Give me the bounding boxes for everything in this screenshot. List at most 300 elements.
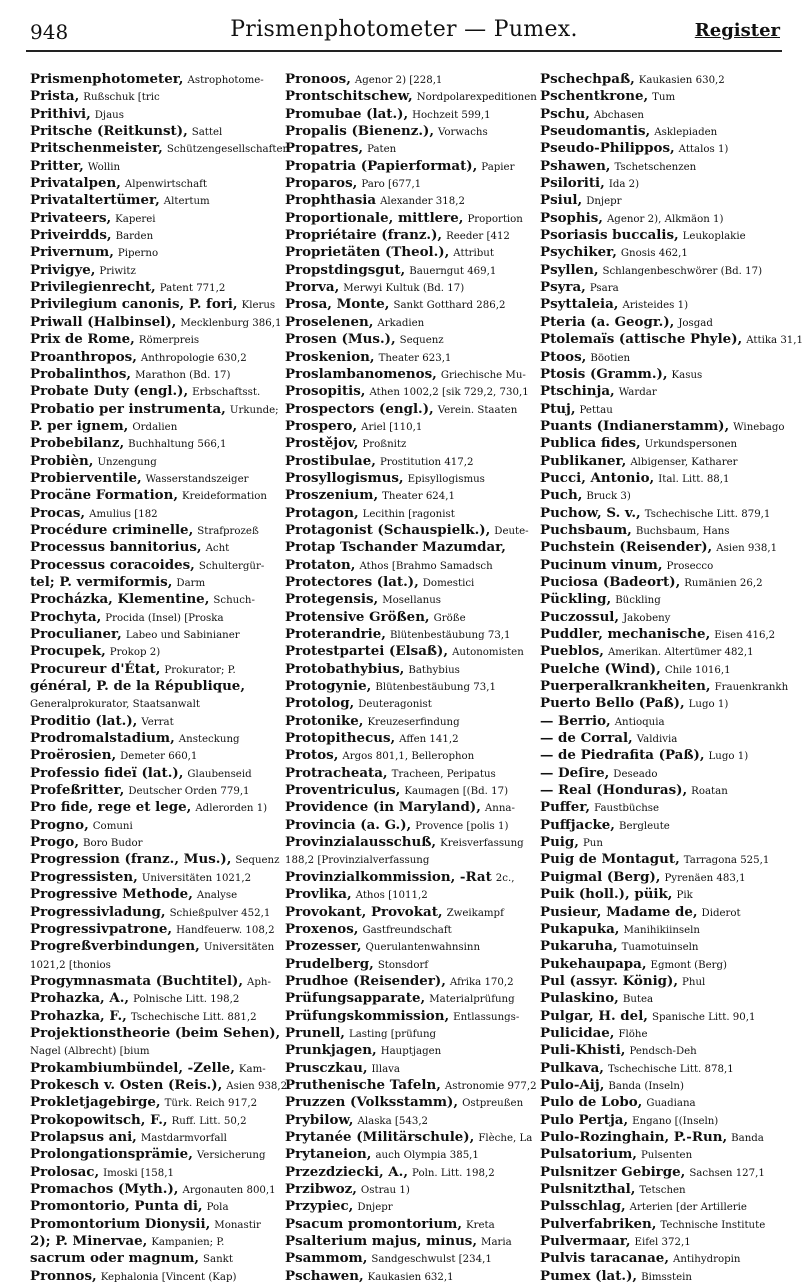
entry-headword: Puerto Bello (Paß), bbox=[540, 695, 685, 712]
index-entry bbox=[30, 174, 279, 191]
index-entry bbox=[540, 313, 789, 330]
entry-reference: Gastfreundschaft bbox=[362, 924, 452, 936]
entry-reference: Adlerorden 1) bbox=[195, 803, 268, 815]
entry-headword: Prohazka, F., bbox=[30, 1007, 127, 1024]
entry-headword: Pulvis taracanae, bbox=[540, 1250, 669, 1267]
entry-reference: Provence [polis 1) bbox=[415, 820, 509, 832]
index-entry bbox=[285, 850, 534, 867]
entry-reference: Pyrenäen 483,1 bbox=[664, 872, 746, 884]
entry-reference: Türk. Reich 917,2 bbox=[164, 1098, 258, 1110]
index-entry bbox=[540, 903, 789, 920]
running-title: Prismenphotometer — Pumex. bbox=[230, 17, 578, 42]
entry-reference: Afrika 170,2 bbox=[449, 976, 514, 988]
index-entry bbox=[285, 608, 534, 625]
entry-headword: Prodromalstadium, bbox=[30, 730, 175, 747]
entry-reference: Versicherung bbox=[196, 1150, 266, 1162]
index-entry bbox=[540, 660, 789, 677]
entry-headword: Proanthropos, bbox=[30, 348, 137, 365]
index-entry bbox=[285, 955, 534, 972]
entry-headword: Prithivi, bbox=[30, 105, 91, 122]
entry-headword: Ptoos, bbox=[540, 348, 587, 365]
entry-reference: Kasus bbox=[671, 369, 703, 381]
index-entry bbox=[30, 226, 279, 243]
index-entry bbox=[30, 642, 279, 659]
index-entry bbox=[285, 313, 534, 330]
entry-headword: Providence (in Maryland), bbox=[285, 799, 481, 816]
entry-reference: Domestici bbox=[422, 577, 475, 589]
index-entry bbox=[30, 70, 279, 87]
entry-headword: Prolongationsprämie, bbox=[30, 1146, 193, 1163]
index-entry bbox=[30, 608, 279, 625]
index-entry bbox=[540, 885, 789, 902]
index-entry bbox=[30, 1145, 279, 1162]
entry-reference: Pik bbox=[676, 890, 693, 902]
entry-reference: Tschechische Litt. 881,2 bbox=[130, 1011, 257, 1023]
entry-headword: Probebilanz, bbox=[30, 435, 125, 452]
index-entry bbox=[30, 382, 279, 399]
index-entry bbox=[540, 382, 789, 399]
index-entry bbox=[540, 209, 789, 226]
entry-reference: Abchasen bbox=[593, 109, 644, 121]
entry-headword: Processus coracoides, bbox=[30, 556, 195, 573]
index-entry bbox=[540, 729, 789, 746]
entry-headword: Prix de Rome, bbox=[30, 331, 135, 348]
index-entry bbox=[30, 1041, 279, 1058]
entry-reference: Maria bbox=[481, 1237, 512, 1249]
entry-headword: Proportionale, mittlere, bbox=[285, 209, 464, 226]
entry-reference: Argonauten 800,1 bbox=[182, 1185, 276, 1196]
index-entry bbox=[540, 781, 789, 798]
index-entry bbox=[285, 417, 534, 434]
index-entry bbox=[285, 209, 534, 226]
entry-reference: Bathybius bbox=[408, 664, 460, 676]
entry-reference: Sankt Gotthard 286,2 bbox=[393, 300, 506, 312]
index-entry bbox=[30, 105, 279, 122]
entry-reference: Rußschuk [tric bbox=[83, 92, 160, 104]
entry-reference: Mosellanus bbox=[382, 595, 441, 607]
index-entry bbox=[285, 469, 534, 486]
index-entry bbox=[285, 486, 534, 503]
entry-reference: 2c., bbox=[495, 872, 515, 884]
index-entry bbox=[30, 816, 279, 833]
index-entry bbox=[285, 261, 534, 278]
index-entry bbox=[540, 226, 789, 243]
entry-reference: Erbschaftsst. bbox=[192, 387, 261, 399]
entry-headword: Progression (franz., Mus.), bbox=[30, 851, 232, 868]
entry-reference: Verrat bbox=[141, 716, 174, 728]
index-entry bbox=[540, 1076, 789, 1093]
entry-reference: Handfeuerw. 108,2 bbox=[176, 924, 275, 936]
index-entry bbox=[285, 400, 534, 417]
entry-headword: Psoriasis buccalis, bbox=[540, 227, 679, 244]
index-entry bbox=[30, 469, 279, 486]
entry-reference: Merwyi Kultuk (Bd. 17) bbox=[343, 283, 465, 295]
index-entry bbox=[285, 1197, 534, 1214]
entry-headword: Psiloriti, bbox=[540, 175, 605, 192]
entry-headword: Proventriculus, bbox=[285, 782, 401, 799]
index-entry bbox=[30, 1128, 279, 1145]
entry-headword: Pronnos, bbox=[30, 1267, 97, 1284]
entry-reference: Kam- bbox=[238, 1063, 266, 1075]
index-entry bbox=[285, 972, 534, 989]
index-entry bbox=[285, 87, 537, 105]
entry-headword: Prophthasia bbox=[285, 192, 377, 209]
entry-reference: Aph- bbox=[247, 976, 271, 988]
entry-headword: Puddler, mechanische, bbox=[540, 626, 711, 642]
entry-reference: Klerus bbox=[241, 300, 276, 312]
index-entry bbox=[285, 243, 534, 260]
entry-reference: Kreideformation bbox=[182, 491, 267, 503]
entry-reference: Pola bbox=[206, 1202, 229, 1214]
entry-headword: Progreßverbindungen, bbox=[30, 938, 200, 955]
index-entry bbox=[540, 330, 803, 348]
index-entry bbox=[30, 1163, 279, 1180]
entry-headword: Prüfungsapparate, bbox=[285, 990, 426, 1007]
entry-reference: Tarragona 525,1 bbox=[683, 855, 770, 867]
index-entry bbox=[285, 191, 534, 208]
entry-reference: Deseado bbox=[613, 768, 658, 780]
entry-headword: Prudhoe (Reisender), bbox=[285, 972, 446, 989]
entry-reference: Alaska [543,2 bbox=[357, 1115, 429, 1127]
entry-headword: Prochyta, bbox=[30, 608, 102, 625]
entry-reference: Dnjepr bbox=[586, 196, 622, 208]
entry-reference: Agenor 2) [228,1 bbox=[354, 75, 443, 86]
entry-reference: Prokurator; P. bbox=[164, 664, 236, 676]
index-entry bbox=[30, 504, 279, 521]
entry-reference: Phul bbox=[682, 976, 706, 988]
index-entry bbox=[30, 1059, 279, 1076]
index-entry bbox=[30, 729, 279, 746]
index-entry bbox=[30, 764, 279, 781]
entry-reference: Römerpreis bbox=[138, 335, 200, 347]
entry-headword: Pulaskino, bbox=[540, 990, 619, 1007]
index-entry bbox=[285, 278, 534, 295]
index-entry bbox=[30, 278, 279, 295]
entry-headword: Probalinthos, bbox=[30, 365, 132, 382]
index-entry bbox=[285, 1163, 534, 1180]
entry-headword: Przezdziecki, A., bbox=[285, 1163, 408, 1180]
entry-headword: Promontorium Dionysii, bbox=[30, 1215, 211, 1232]
entry-reference: Bückling bbox=[615, 595, 661, 607]
entry-headword: Pulo-Rozinghain, P.-Run, bbox=[540, 1128, 728, 1145]
entry-reference: Flöhe bbox=[618, 1028, 648, 1040]
entry-reference: Hauptjagen bbox=[380, 1046, 442, 1058]
index-entry bbox=[30, 972, 279, 989]
index-entry bbox=[285, 1093, 534, 1110]
entry-headword: Provinzialausschuß, bbox=[285, 834, 437, 851]
index-entry bbox=[30, 625, 279, 642]
index-column-2 bbox=[285, 70, 537, 1284]
entry-headword: Pückling, bbox=[540, 591, 612, 608]
index-entry bbox=[540, 1267, 789, 1284]
index-entry bbox=[540, 955, 789, 972]
entry-reference: Pendsch-Deh bbox=[629, 1046, 697, 1058]
index-entry bbox=[30, 365, 279, 382]
entry-reference: Wasserstandszeiger bbox=[145, 473, 249, 485]
entry-reference: Reeder [412 bbox=[446, 231, 510, 243]
index-entry bbox=[540, 174, 789, 191]
entry-reference: Astronomie 977,2 bbox=[444, 1080, 537, 1092]
entry-reference: Theater 624,1 bbox=[382, 491, 455, 503]
entry-reference: Amulius [182 bbox=[89, 508, 158, 520]
index-entry bbox=[285, 1145, 534, 1162]
index-entry bbox=[30, 348, 279, 365]
entry-reference: Unzengung bbox=[97, 456, 157, 468]
index-entry bbox=[30, 139, 290, 157]
entry-reference: Prokop 2) bbox=[109, 647, 161, 659]
index-entry bbox=[30, 1007, 279, 1024]
index-entry bbox=[285, 885, 534, 902]
entry-reference: Tetschen bbox=[639, 1185, 686, 1196]
index-entry bbox=[30, 781, 279, 798]
index-entry bbox=[30, 87, 279, 104]
entry-headword: Puerperalkrankheiten, bbox=[540, 678, 711, 695]
entry-headword: Pseudomantis, bbox=[540, 123, 651, 140]
entry-headword: Proditio (lat.), bbox=[30, 712, 138, 729]
entry-headword: Profeßritter, bbox=[30, 782, 125, 799]
entry-reference: Tschechische Litt. 878,1 bbox=[607, 1063, 734, 1075]
entry-headword: Prüfungskommission, bbox=[285, 1007, 450, 1024]
entry-headword: Prozesser, bbox=[285, 938, 362, 955]
entry-reference: Hochzeit 599,1 bbox=[412, 109, 491, 121]
entry-reference: Butea bbox=[622, 994, 654, 1006]
index-entry bbox=[540, 937, 789, 954]
entry-reference: Glaubenseid bbox=[187, 768, 252, 780]
index-entry bbox=[540, 157, 789, 174]
index-entry bbox=[30, 885, 279, 902]
entry-reference: Schuch- bbox=[213, 595, 255, 607]
entry-headword: Puchow, S. v., bbox=[540, 504, 641, 521]
entry-reference: Proßnitz bbox=[362, 439, 407, 451]
entry-headword: Puchstein (Reisender), bbox=[540, 539, 713, 556]
index-entry bbox=[30, 677, 279, 694]
entry-headword: Psychiker, bbox=[540, 244, 617, 261]
index-entry bbox=[540, 1197, 789, 1214]
index-entry bbox=[30, 434, 279, 451]
entry-reference: Altertum bbox=[163, 196, 210, 208]
entry-headword: Probate Duty (engl.), bbox=[30, 383, 189, 400]
index-entry bbox=[285, 105, 534, 122]
entry-reference: Athos [1011,2 bbox=[355, 890, 428, 902]
entry-reference: Prostitution 417,2 bbox=[379, 456, 474, 468]
entry-headword: Pucinum vinum, bbox=[540, 556, 663, 573]
index-entry bbox=[285, 920, 534, 937]
index-entry bbox=[285, 642, 534, 659]
entry-headword: Pschawen, bbox=[285, 1267, 364, 1284]
index-entry bbox=[540, 1163, 789, 1180]
entry-reference: Zweikampf bbox=[446, 907, 504, 919]
entry-headword: Privernum, bbox=[30, 244, 114, 261]
entry-headword: Prostějov, bbox=[285, 435, 359, 452]
entry-reference: Acht bbox=[205, 543, 230, 555]
entry-reference: Bergleute bbox=[618, 820, 670, 832]
entry-reference: 188,2 [Provinzialverfassung bbox=[285, 855, 430, 867]
entry-headword: Propalis (Bienenz.), bbox=[285, 123, 434, 140]
entry-headword: Procédure criminelle, bbox=[30, 521, 194, 538]
entry-reference: Poln. Litt. 198,2 bbox=[412, 1167, 495, 1179]
entry-headword: Provincia (a. G.), bbox=[285, 816, 412, 833]
index-entry bbox=[540, 122, 789, 139]
entry-reference: Agenor 2), Alkmäon 1) bbox=[606, 213, 724, 225]
entry-reference: Ida 2) bbox=[608, 179, 640, 191]
entry-reference: Antihydropin bbox=[673, 1254, 741, 1266]
entry-headword: général, P. de la République, bbox=[30, 678, 245, 695]
index-entry bbox=[30, 1111, 279, 1128]
index-entry bbox=[540, 469, 789, 486]
entry-headword: Pshawen, bbox=[540, 157, 611, 174]
index-entry bbox=[540, 1093, 789, 1110]
entry-reference: Materialprüfung bbox=[429, 994, 515, 1006]
entry-headword: Processus bannitorius, bbox=[30, 539, 202, 556]
entry-reference: Urkundspersonen bbox=[644, 439, 738, 451]
index-entry bbox=[30, 191, 279, 208]
entry-reference: Ariel [110,1 bbox=[361, 421, 423, 433]
entry-reference: Astrophotome- bbox=[187, 75, 264, 86]
entry-reference: Technische Institute bbox=[660, 1219, 766, 1231]
entry-headword: Proprietäten (Theol.), bbox=[285, 244, 450, 261]
entry-headword: Privateers, bbox=[30, 209, 112, 226]
entry-headword: Prorva, bbox=[285, 279, 340, 296]
index-entry bbox=[30, 798, 279, 815]
entry-reference: Winebago bbox=[733, 421, 785, 433]
entry-reference: Vorwachs bbox=[438, 127, 488, 139]
index-entry bbox=[285, 330, 534, 347]
entry-headword: Pritsche (Reitkunst), bbox=[30, 123, 188, 140]
entry-reference: Banda (Inseln) bbox=[608, 1080, 684, 1092]
entry-reference: Comuni bbox=[92, 820, 133, 832]
entry-reference: Leukoplakie bbox=[682, 231, 746, 243]
index-entry bbox=[30, 590, 279, 607]
index-entry bbox=[285, 174, 534, 191]
index-entry bbox=[540, 764, 789, 781]
entry-reference: Universitäten 1021,2 bbox=[141, 872, 252, 884]
entry-headword: Puants (Indianerstamm), bbox=[540, 417, 730, 434]
entry-headword: Protobathybius, bbox=[285, 660, 405, 677]
entry-reference: Asien 938,1 bbox=[716, 543, 778, 555]
index-entry bbox=[540, 1059, 789, 1076]
entry-headword: Protos, bbox=[285, 747, 339, 764]
entry-reference: Deute- bbox=[494, 525, 529, 537]
index-entry bbox=[540, 1215, 789, 1232]
index-entry bbox=[285, 729, 534, 746]
index-entry bbox=[540, 365, 789, 382]
entry-headword: Psyttaleia, bbox=[540, 296, 619, 313]
entry-reference: Tuamotuinseln bbox=[621, 942, 699, 954]
index-entry bbox=[30, 955, 279, 972]
index-entry bbox=[540, 798, 789, 815]
entry-headword: Prusczkau, bbox=[285, 1059, 368, 1076]
entry-reference: Procida (Insel) [Proska bbox=[105, 612, 224, 624]
entry-reference: Ital. Litt. 88,1 bbox=[658, 473, 730, 485]
entry-headword: Promubae (lat.), bbox=[285, 105, 409, 122]
entry-reference: Jakobeny bbox=[623, 612, 671, 624]
entry-headword: Priwall (Halbinsel), bbox=[30, 313, 177, 330]
entry-reference: Frauenkrankh bbox=[714, 682, 789, 694]
entry-reference: Größe bbox=[433, 612, 466, 624]
index-entry bbox=[540, 452, 789, 469]
entry-headword: Proxenos, bbox=[285, 920, 359, 937]
index-entry bbox=[285, 1215, 534, 1232]
entry-headword: Puchsbaum, bbox=[540, 521, 632, 538]
entry-headword: Protap Tschander Mazumdar, bbox=[285, 539, 506, 556]
entry-headword: 2); P. Minervae, bbox=[30, 1233, 148, 1250]
entry-headword: Pulo Pertja, bbox=[540, 1111, 629, 1128]
entry-headword: Progressivladung, bbox=[30, 903, 166, 920]
entry-headword: Pulsatorium, bbox=[540, 1146, 637, 1163]
index-entry bbox=[285, 677, 534, 694]
index-entry bbox=[540, 278, 789, 295]
entry-headword: Propriétaire (franz.), bbox=[285, 227, 443, 244]
entry-reference: Griechische Mu- bbox=[440, 369, 526, 381]
index-entry bbox=[540, 573, 789, 590]
entry-reference: Bauerngut 469,1 bbox=[409, 265, 497, 277]
entry-headword: Protolog, bbox=[285, 695, 355, 712]
index-entry bbox=[540, 486, 789, 503]
page-number: 948 bbox=[30, 20, 69, 44]
entry-reference: Proportion bbox=[467, 213, 523, 225]
index-entry bbox=[285, 903, 534, 920]
index-entry bbox=[30, 157, 279, 174]
index-entry bbox=[540, 434, 789, 451]
entry-headword: — Deſire, bbox=[540, 764, 610, 781]
entry-headword: Pucci, Antonio, bbox=[540, 469, 655, 486]
entry-headword: Przypiec, bbox=[285, 1198, 354, 1215]
index-column-3 bbox=[540, 70, 803, 1284]
index-entry bbox=[540, 972, 789, 989]
index-entry bbox=[30, 1197, 279, 1214]
entry-reference: Manihikiinseln bbox=[623, 924, 700, 936]
entry-reference: Lasting [prüfung bbox=[348, 1028, 437, 1040]
entry-reference: Böotien bbox=[590, 352, 631, 364]
entry-headword: Pukehaupapa, bbox=[540, 955, 647, 972]
entry-reference: Blütenbestäubung 73,1 bbox=[375, 682, 496, 694]
entry-reference: Anthropologie 630,2 bbox=[140, 352, 247, 364]
entry-reference: Mecklenburg 386,1 bbox=[180, 317, 282, 329]
index-entry bbox=[285, 694, 534, 711]
index-entry bbox=[30, 868, 279, 885]
entry-headword: Proslambanomenos, bbox=[285, 365, 437, 382]
index-entry bbox=[30, 486, 279, 503]
entry-headword: Privilegienrecht, bbox=[30, 279, 156, 296]
entry-reference: Wardar bbox=[618, 387, 657, 399]
index-entry bbox=[540, 1111, 789, 1128]
entry-reference: Marathon (Bd. 17) bbox=[135, 369, 231, 381]
entry-reference: Episyllogismus bbox=[407, 473, 485, 485]
entry-headword: Pulvermaar, bbox=[540, 1233, 631, 1250]
entry-headword: Puig, bbox=[540, 834, 579, 851]
entry-headword: Progymnasmata (Buchtitel), bbox=[30, 972, 244, 989]
index-entry bbox=[285, 937, 534, 954]
entry-headword: Puigmal (Berg), bbox=[540, 868, 661, 885]
index-entry bbox=[285, 348, 534, 365]
index-entry bbox=[285, 1249, 534, 1266]
index-entry bbox=[30, 573, 279, 590]
entry-headword: — Real (Honduras), bbox=[540, 782, 688, 799]
entry-headword: Prospectors (engl.), bbox=[285, 400, 434, 417]
entry-reference: Spanische Litt. 90,1 bbox=[651, 1011, 756, 1023]
index-entry bbox=[540, 833, 789, 850]
entry-headword: Puciosa (Badeort), bbox=[540, 573, 681, 590]
entry-reference: Schützengesellschaften bbox=[166, 144, 290, 156]
index-entry bbox=[285, 157, 534, 174]
entry-reference: Asien 938,2 bbox=[226, 1080, 288, 1092]
entry-reference: Attika 31,1 bbox=[746, 335, 803, 347]
index-entry bbox=[540, 105, 789, 122]
entry-headword: Pumex (lat.), bbox=[540, 1267, 638, 1284]
index-entry bbox=[30, 1215, 279, 1232]
entry-headword: Propatria (Papierformat), bbox=[285, 157, 478, 174]
index-entry bbox=[30, 1093, 279, 1110]
